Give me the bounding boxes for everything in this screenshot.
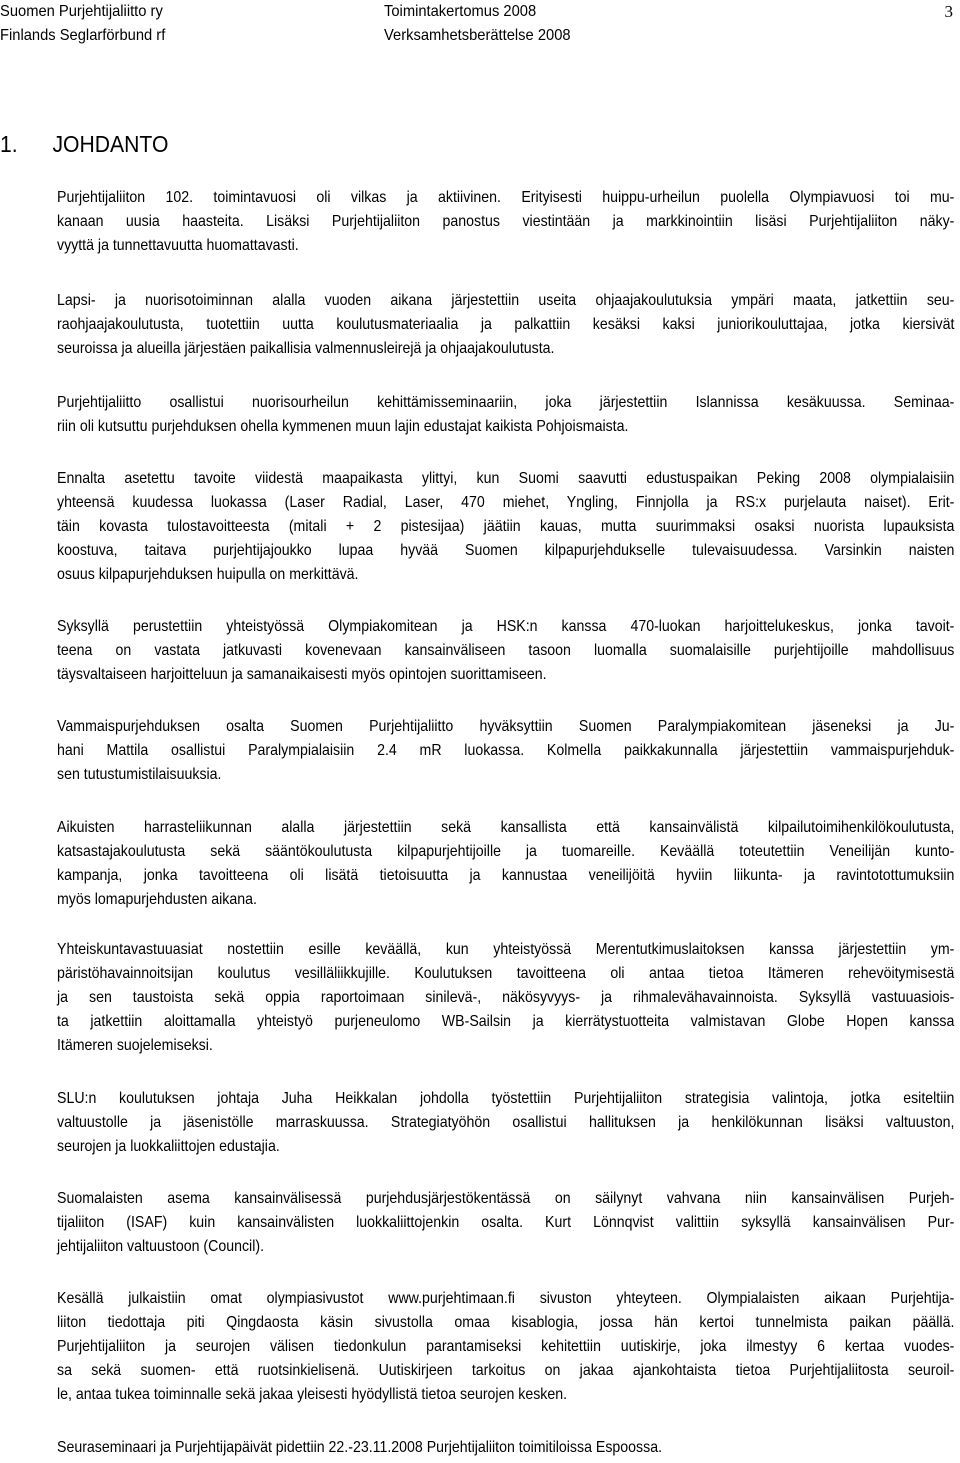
paragraph-line: Yhteiskuntavastuuasiat nostettiin esille keväällä, kun yhteistyössä Merentutkimuslaitoksen kanssa järjestettiin ym- — [57, 941, 955, 958]
paragraph-line: koostuva, taitava purjehtijajoukko lupaa hyvää Suomen kilpapurjehdukselle tulevaisuudessa. Varsinkin naisten — [57, 542, 955, 559]
paragraph-club-seminar — [57, 1436, 954, 1460]
paragraph-line: liiton tiedottaja piti Qingdaosta käsin sivustolla omaa kisablogia, jossa hän kertoi tunnelmista paikan päällä. — [57, 1314, 955, 1331]
paragraph-line: yhteensä kuudessa luokassa (Laser Radial, Laser, 470 miehet, Yngling, Finnjolla ja RS:x purjelauta naiset). Erit- — [57, 494, 955, 511]
paragraph-line: osuus kilpapurjehduksen huipulla on merkittävä. — [57, 566, 359, 583]
header-document-title-finnish: Toimintakertomus 2008 — [384, 3, 537, 20]
paragraph-line: riin oli kutsuttu purjehduksen ohella kymmenen muun lajin edustajat kaikista Pohjoismaista. — [57, 418, 629, 435]
paragraph-line: Kesällä julkaistiin omat olympiasivustot www.purjehtimaan.fi sivuston yhteyteen. Olympialaisten aikaan Purjehtija- — [57, 1290, 955, 1307]
paragraph-line: vyyttä ja tunnettavuutta huomattavasti. — [57, 237, 299, 254]
paragraph-line: raohjaajakoulutusta, tuotettiin uutta koulutusmateriaalia ja palkattiin kesäksi kaksi juniorikouluttajaa, jotka kiersivät — [57, 316, 955, 333]
paragraph-line: myös lomapurjehdusten aikana. — [57, 891, 257, 908]
paragraph-training-center — [57, 615, 954, 687]
paragraph-line: tijaliiton (ISAF) kuin kansainvälisten luokkaliittojenkin osalta. Kurt Lönnqvist valittiin syksyllä kansainvälisen Pur- — [57, 1214, 955, 1231]
header-organization-swedish: Finlands Seglarförbund rf — [0, 27, 166, 44]
paragraph-line: le, antaa tukea toiminnalle sekä jakaa yleisesti hyödyllistä tietoa seurojen kesken. — [57, 1386, 568, 1403]
page-number: 3 — [944, 2, 953, 21]
paragraph-line: päristöhavainnoitsijan koulutus vesilläliikkujille. Koulutuksen tavoitteena oli antaa tietoa Itämeren rehevöitymisestä — [57, 965, 955, 982]
paragraph-line: täin kovasta tulostavoitteesta (mitali + 2 pistesijaa) jäätiin kauas, mutta suurimmaksi osaksi nuorista lupauksista — [57, 518, 955, 535]
paragraph-line: seuroissa ja alueilla järjestäen paikallisia valmennusleirejä ja ohjaajakoulutusta. — [57, 340, 555, 357]
paragraph-communications — [57, 1287, 954, 1407]
paragraph-line: täysvaltaiseen harjoitteluun ja samanaikaisesti myös opintojen suorittamiseen. — [57, 666, 547, 683]
paragraph-line: kanaan uusia haasteita. Lisäksi Purjehtijaliiton panostus viestintään ja markkinointiin lisäsi Purjehtijaliiton näky- — [57, 213, 955, 230]
paragraph-line: sen tutustumistilaisuuksia. — [57, 766, 222, 783]
paragraph-intro — [57, 186, 954, 258]
paragraph-line: hani Mattila osallistui Paralympialaisiin 2.4 mR luokassa. Kolmella paikkakunnalla järjestettiin vammaispurjehduk- — [57, 742, 955, 759]
paragraph-line: kampanja, jonka tavoitteena oli lisätä tietoisuutta ja kannustaa veneilijöitä hyviin liikunta- ja ravintotottumuksiin — [57, 867, 955, 884]
paragraph-line: Ennalta asetettu tavoite viidestä maapaikasta ylittyi, kun Suomi saavutti edustuspaikan Peking 2008 olympialaisiin — [57, 470, 955, 487]
paragraph-line: Vammaispurjehduksen osalta Suomen Purjehtijaliitto hyväksyttiin Suomen Paralympiakomitean jäseneksi ja Ju- — [57, 718, 955, 735]
paragraph-line: Seuraseminaari ja Purjehtijapäivät pidettiin 22.-23.11.2008 Purjehtijaliiton toimitiloissa Espoossa. — [57, 1439, 663, 1456]
paragraph-social-responsibility — [57, 938, 954, 1058]
paragraph-international — [57, 1187, 954, 1259]
paragraph-line: teena on vastata jatkuvasti kovenevaan kansainväliseen tasoon luomalla suomalaisille purjehtijoille mahdollisuus — [57, 642, 955, 659]
paragraph-line: ja sen taustoista sekä oppia raportoimaan sinilevä-, näkösyvyys- ja rihmalevähavainnoista. Syksyllä vastuuasiois- — [57, 989, 955, 1006]
paragraph-line: Purjehtijaliiton ja seurojen välisen tiedonkulun parantamiseksi kehitettiin uutiskirje, joka ilmestyy 6 kertaa vuodes- — [57, 1338, 955, 1355]
paragraph-line: seurojen ja luokkaliittojen edustajia. — [57, 1138, 280, 1155]
paragraph-olympics — [57, 467, 954, 587]
paragraph-youth-seminar — [57, 391, 954, 439]
section-heading — [0, 128, 168, 160]
paragraph-line: katsastajakoulutusta sekä sääntökoulutusta kilpapurjehtijoille ja tuomareille. Keväällä toteutettiin Veneilijän kunto- — [57, 843, 955, 860]
paragraph-line: Aikuisten harrasteliikunnan alalla järjestettiin sekä kansallista että kansainvälistä kilpailutoimihenkilökoulutusta, — [57, 819, 955, 836]
paragraph-line: Syksyllä perustettiin yhteistyössä Olympiakomitean ja HSK:n kanssa 470-luokan harjoittelukeskus, jonka tavoit- — [57, 618, 955, 635]
paragraph-strategy — [57, 1087, 954, 1159]
paragraph-line: SLU:n koulutuksen johtaja Juha Heikkalan johdolla työstettiin Purjehtijaliiton strategisia valintoja, jotka esiteltiin — [57, 1090, 955, 1107]
section-number: 1. — [0, 131, 18, 157]
paragraph-line: Lapsi- ja nuorisotoiminnan alalla vuoden aikana järjestettiin useita ohjaajakoulutuksia ympäri maata, jatkettiin seu- — [57, 292, 955, 309]
section-title: JOHDANTO — [52, 131, 169, 157]
header-document-title-swedish: Verksamhetsberättelse 2008 — [384, 27, 571, 44]
paragraph-line: ta jatkettiin aloittamalla yhteistyö purjeneulomo WB-Sailsin ja kierrätystuotteita valmistavan Globe Hopen kanssa — [57, 1013, 955, 1030]
paragraph-line: Purjehtijaliitto osallistui nuorisourheilun kehittämisseminaariin, joka järjestettiin Islannissa kesäkuussa. Seminaa- — [57, 394, 955, 411]
paragraph-line: sa sekä suomen- että ruotsinkielisenä. Uutiskirjeen tarkoitus on jakaa ajankohtaista tietoa Purjehtijaliitosta seuroil- — [57, 1362, 955, 1379]
paragraph-line: Purjehtijaliiton 102. toimintavuosi oli vilkas ja aktiivinen. Erityisesti huippu-urheilun puolella Olympiavuosi toi mu- — [57, 189, 955, 206]
paragraph-line: Suomalaisten asema kansainvälisessä purjehdusjärjestökentässä on säilynyt vahvana niin kansainvälisen Purjeh- — [57, 1190, 955, 1207]
paragraph-adult-recreation — [57, 816, 954, 912]
paragraph-line: Itämeren suojelemiseksi. — [57, 1037, 213, 1054]
paragraph-youth-activities — [57, 289, 954, 361]
paragraph-line: valtuustolle ja jäsenistölle marraskuussa. Strategiatyöhön osallistui hallituksen ja henkilökunnan lisäksi valtuuston, — [57, 1114, 955, 1131]
paragraph-disabled-sailing — [57, 715, 954, 787]
paragraph-line: jehtijaliiton valtuustoon (Council). — [57, 1238, 265, 1255]
header-organization-finnish: Suomen Purjehtijaliitto ry — [0, 3, 163, 20]
